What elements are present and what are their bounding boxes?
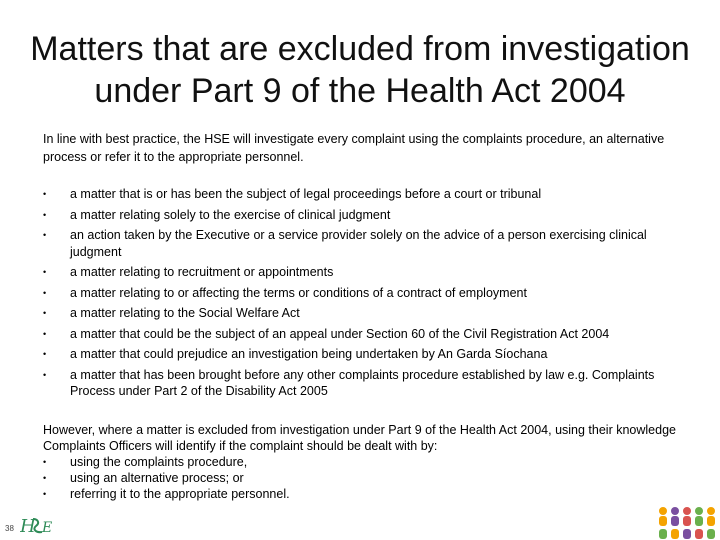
bullet-icon: •: [43, 209, 47, 220]
bullet-icon: •: [43, 287, 47, 298]
bullet-icon: •: [43, 457, 47, 467]
exclusion-text: a matter that could prejudice an investigation being undertaken by An Garda Síochana: [70, 347, 548, 361]
list-item: [43, 470, 683, 486]
bullet-icon: •: [43, 369, 47, 380]
slide-title: Matters that are excluded from investigation under Part 9 of the Health Act 2004: [30, 30, 690, 110]
people-logo-icon: [655, 505, 717, 539]
exclusion-text: a matter that has been brought before any other complaints procedure established by law e.g. Complaints Process under Part 2 of the Disability Act 2005: [70, 367, 655, 398]
bullet-icon: •: [43, 308, 47, 318]
hse-logo-icon: [20, 515, 56, 537]
page-number: 38: [5, 524, 14, 533]
list-item: [43, 207, 688, 224]
bullet-icon: •: [43, 328, 47, 339]
list-item: [43, 454, 683, 470]
bullet-icon: •: [43, 473, 47, 483]
svg-text:H: H: [20, 516, 36, 537]
closing-paragraph: However, where a matter is excluded from investigation under Part 9 of the Health Act 2004, using their knowledge Complaints Officers will identify if the complaint should be dealt with by:: [43, 423, 676, 453]
option-text: referring it to the appropriate personnel.: [70, 487, 290, 501]
bullet-icon: •: [43, 267, 47, 277]
closing-section: [43, 422, 683, 502]
bullet-icon: •: [43, 230, 47, 240]
bullet-icon: •: [43, 489, 47, 499]
exclusion-text: a matter relating solely to the exercise of clinical judgment: [70, 207, 391, 222]
list-item: [43, 326, 688, 343]
exclusion-text: a matter relating to recruitment or appointments: [70, 265, 334, 279]
list-item: [43, 305, 688, 322]
exclusion-text: a matter relating to the Social Welfare Act: [70, 306, 300, 320]
svg-text:E: E: [42, 520, 53, 536]
list-item: [43, 186, 688, 203]
options-list: [43, 454, 683, 502]
exclusion-text: an action taken by the Executive or a service provider solely on the advice of a person exercising clinical judgment: [70, 228, 647, 259]
exclusion-text: a matter that could be the subject of an appeal under Section 60 of the Civil Registration Act 2004: [70, 326, 610, 341]
exclusion-text: a matter that is or has been the subject of legal proceedings before a court or tribunal: [70, 187, 542, 201]
list-item: [43, 486, 683, 502]
exclusion-text: a matter relating to or affecting the terms or conditions of a contract of employment: [70, 285, 527, 300]
option-text: using an alternative process; or: [70, 471, 244, 485]
option-text: using the complaints procedure,: [70, 455, 248, 469]
bullet-icon: •: [43, 189, 47, 199]
list-item: [43, 367, 688, 400]
exclusions-list: [43, 186, 688, 404]
intro-paragraph: In line with best practice, the HSE will investigate every complaint using the complaints procedure, an alternative process or refer it to the appropriate personnel.: [43, 132, 665, 164]
list-item: [43, 346, 688, 363]
list-item: [43, 285, 688, 302]
bullet-icon: •: [43, 349, 47, 359]
list-item: [43, 264, 688, 281]
list-item: [43, 227, 688, 260]
